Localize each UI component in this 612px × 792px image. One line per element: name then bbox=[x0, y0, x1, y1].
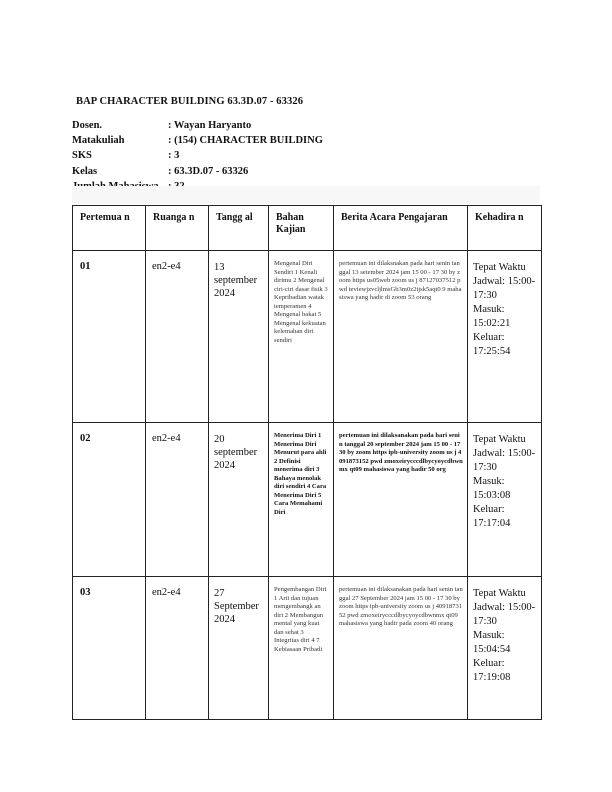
divider-band bbox=[72, 186, 540, 204]
attendance-table bbox=[72, 205, 542, 720]
info-label: Matakuliah bbox=[72, 135, 125, 147]
kehadiran-jadwal: Jadwal: 15:00-17:30 bbox=[473, 602, 536, 627]
cell-ruangan: en2-e4 bbox=[146, 251, 209, 423]
cell-bahan-kajian: Mengenal Diri Sendiri 1 Kenali dirimu 2 Mengenal ciri-ciri dasar fisik 3 Kepribadian watak temperamen 4 Mengenal bakat 5 Mengenal kekuatan kelemahan diri sendiri bbox=[269, 251, 334, 423]
kehadiran-jadwal: Jadwal: 15:00-17:30 bbox=[473, 276, 536, 301]
cell-pertemuan: 02 bbox=[73, 423, 146, 577]
kehadiran-masuk: Masuk: 15:04:54 bbox=[473, 630, 511, 655]
header-tanggal bbox=[209, 206, 269, 251]
header-label: Bahan Kajian bbox=[276, 212, 306, 235]
header-label: Pertemua n bbox=[80, 212, 130, 223]
table-header-row bbox=[73, 206, 542, 251]
cell-tanggal: 27 September 2024 bbox=[209, 577, 269, 720]
header-label: Berita Acara Pengajaran bbox=[341, 212, 448, 223]
kehadiran-keluar: Keluar: 17:25:54 bbox=[473, 332, 511, 357]
info-value: : (154) CHARACTER BUILDING bbox=[168, 135, 323, 147]
kehadiran-jadwal: Jadwal: 15:00-17:30 bbox=[473, 448, 536, 473]
cell-kehadiran bbox=[468, 423, 542, 577]
kehadiran-masuk: Masuk: 15:02:21 bbox=[473, 304, 511, 329]
cell-bahan-kajian: Menerima Diri 1 Menerima Diri Menurut para ahli 2 Definisi menerima diri 3 Bahaya menolak diri sendiri 4 Cara Menerima Diri 5 Cara Memahami Diri bbox=[269, 423, 334, 577]
kehadiran-masuk: Masuk: 15:03:08 bbox=[473, 476, 511, 501]
cell-pertemuan: 01 bbox=[73, 251, 146, 423]
table-row bbox=[73, 251, 542, 423]
document-title: BAP CHARACTER BUILDING 63.3D.07 - 63326 bbox=[76, 96, 304, 107]
info-value: : 63.3D.07 - 63326 bbox=[168, 165, 249, 177]
cell-berita-acara: pertemuan ini dilaksnakan pada hari senin tanggal 13 setember 2024 jam 15 00 - 17 30 by zoom https us05web zoom us j 87127037512 pwd teviewjzvcljlmsGb3m0z2tjsk5aqt0 9 mahasiswa yang hadir di zoom 53 orang bbox=[334, 251, 468, 423]
info-row-sks bbox=[72, 148, 323, 163]
info-row-kelas bbox=[72, 164, 323, 179]
info-label: Dosen. bbox=[72, 120, 103, 131]
kehadiran-keluar: Keluar: 17:17:04 bbox=[473, 504, 511, 529]
header-label: Ruanga n bbox=[153, 212, 195, 223]
table-row bbox=[73, 577, 542, 720]
info-row-dosen bbox=[72, 118, 323, 133]
cell-tanggal: 13 september 2024 bbox=[209, 251, 269, 423]
cell-kehadiran bbox=[468, 251, 542, 423]
info-value: : 3 bbox=[168, 150, 180, 162]
info-value: : Wayan Haryanto bbox=[168, 120, 252, 131]
info-row-matakuliah bbox=[72, 133, 323, 148]
cell-ruangan: en2-e4 bbox=[146, 423, 209, 577]
info-label: Kelas bbox=[72, 165, 98, 177]
kehadiran-status: Tepat Waktu bbox=[473, 434, 526, 445]
header-berita-acara bbox=[334, 206, 468, 251]
course-info bbox=[72, 118, 323, 194]
header-label: Kehadira n bbox=[475, 212, 524, 223]
header-kehadiran bbox=[468, 206, 542, 251]
kehadiran-status: Tepat Waktu bbox=[473, 588, 526, 599]
cell-berita-acara: pertemuan ini dilaksanakan pada hari senin tanggal 27 September 2024 jam 15 00 - 17 30 by zoom https ipb-university zoom us j 4091873152 pwd zmoxeirycccdlbycyoycdbwnmx qt09 mahasiswa yang hadir pada zoom 40 orang bbox=[334, 577, 468, 720]
header-bahan-kajian bbox=[269, 206, 334, 251]
cell-ruangan: en2-e4 bbox=[146, 577, 209, 720]
kehadiran-status: Tepat Waktu bbox=[473, 262, 526, 273]
cell-pertemuan: 03 bbox=[73, 577, 146, 720]
info-label: SKS bbox=[72, 150, 92, 162]
table-row bbox=[73, 423, 542, 577]
cell-bahan-kajian: Pengembangan Diri 1 Arti dan tujuan mengembangk an diri 2 Membangun mental yang kuat dan sehat 3 Integritas diri 4 7 Kebiasaan Pribadi bbox=[269, 577, 334, 720]
cell-tanggal: 20 september 2024 bbox=[209, 423, 269, 577]
header-ruangan bbox=[146, 206, 209, 251]
cell-kehadiran bbox=[468, 577, 542, 720]
kehadiran-keluar: Keluar: 17:19:08 bbox=[473, 658, 511, 683]
header-pertemuan bbox=[73, 206, 146, 251]
header-label: Tangg al bbox=[216, 212, 253, 223]
cell-berita-acara: pertemuan ini dilaksanakan pada hari senin tanggal 20 september 2024 jam 15 00 - 17 30 by zoom https ipb-university zoom us j 4091873152 pwd zmoxeirycccdlbycyoycdbwnmx qt09 mahasiswa yang hadir 50 org bbox=[334, 423, 468, 577]
